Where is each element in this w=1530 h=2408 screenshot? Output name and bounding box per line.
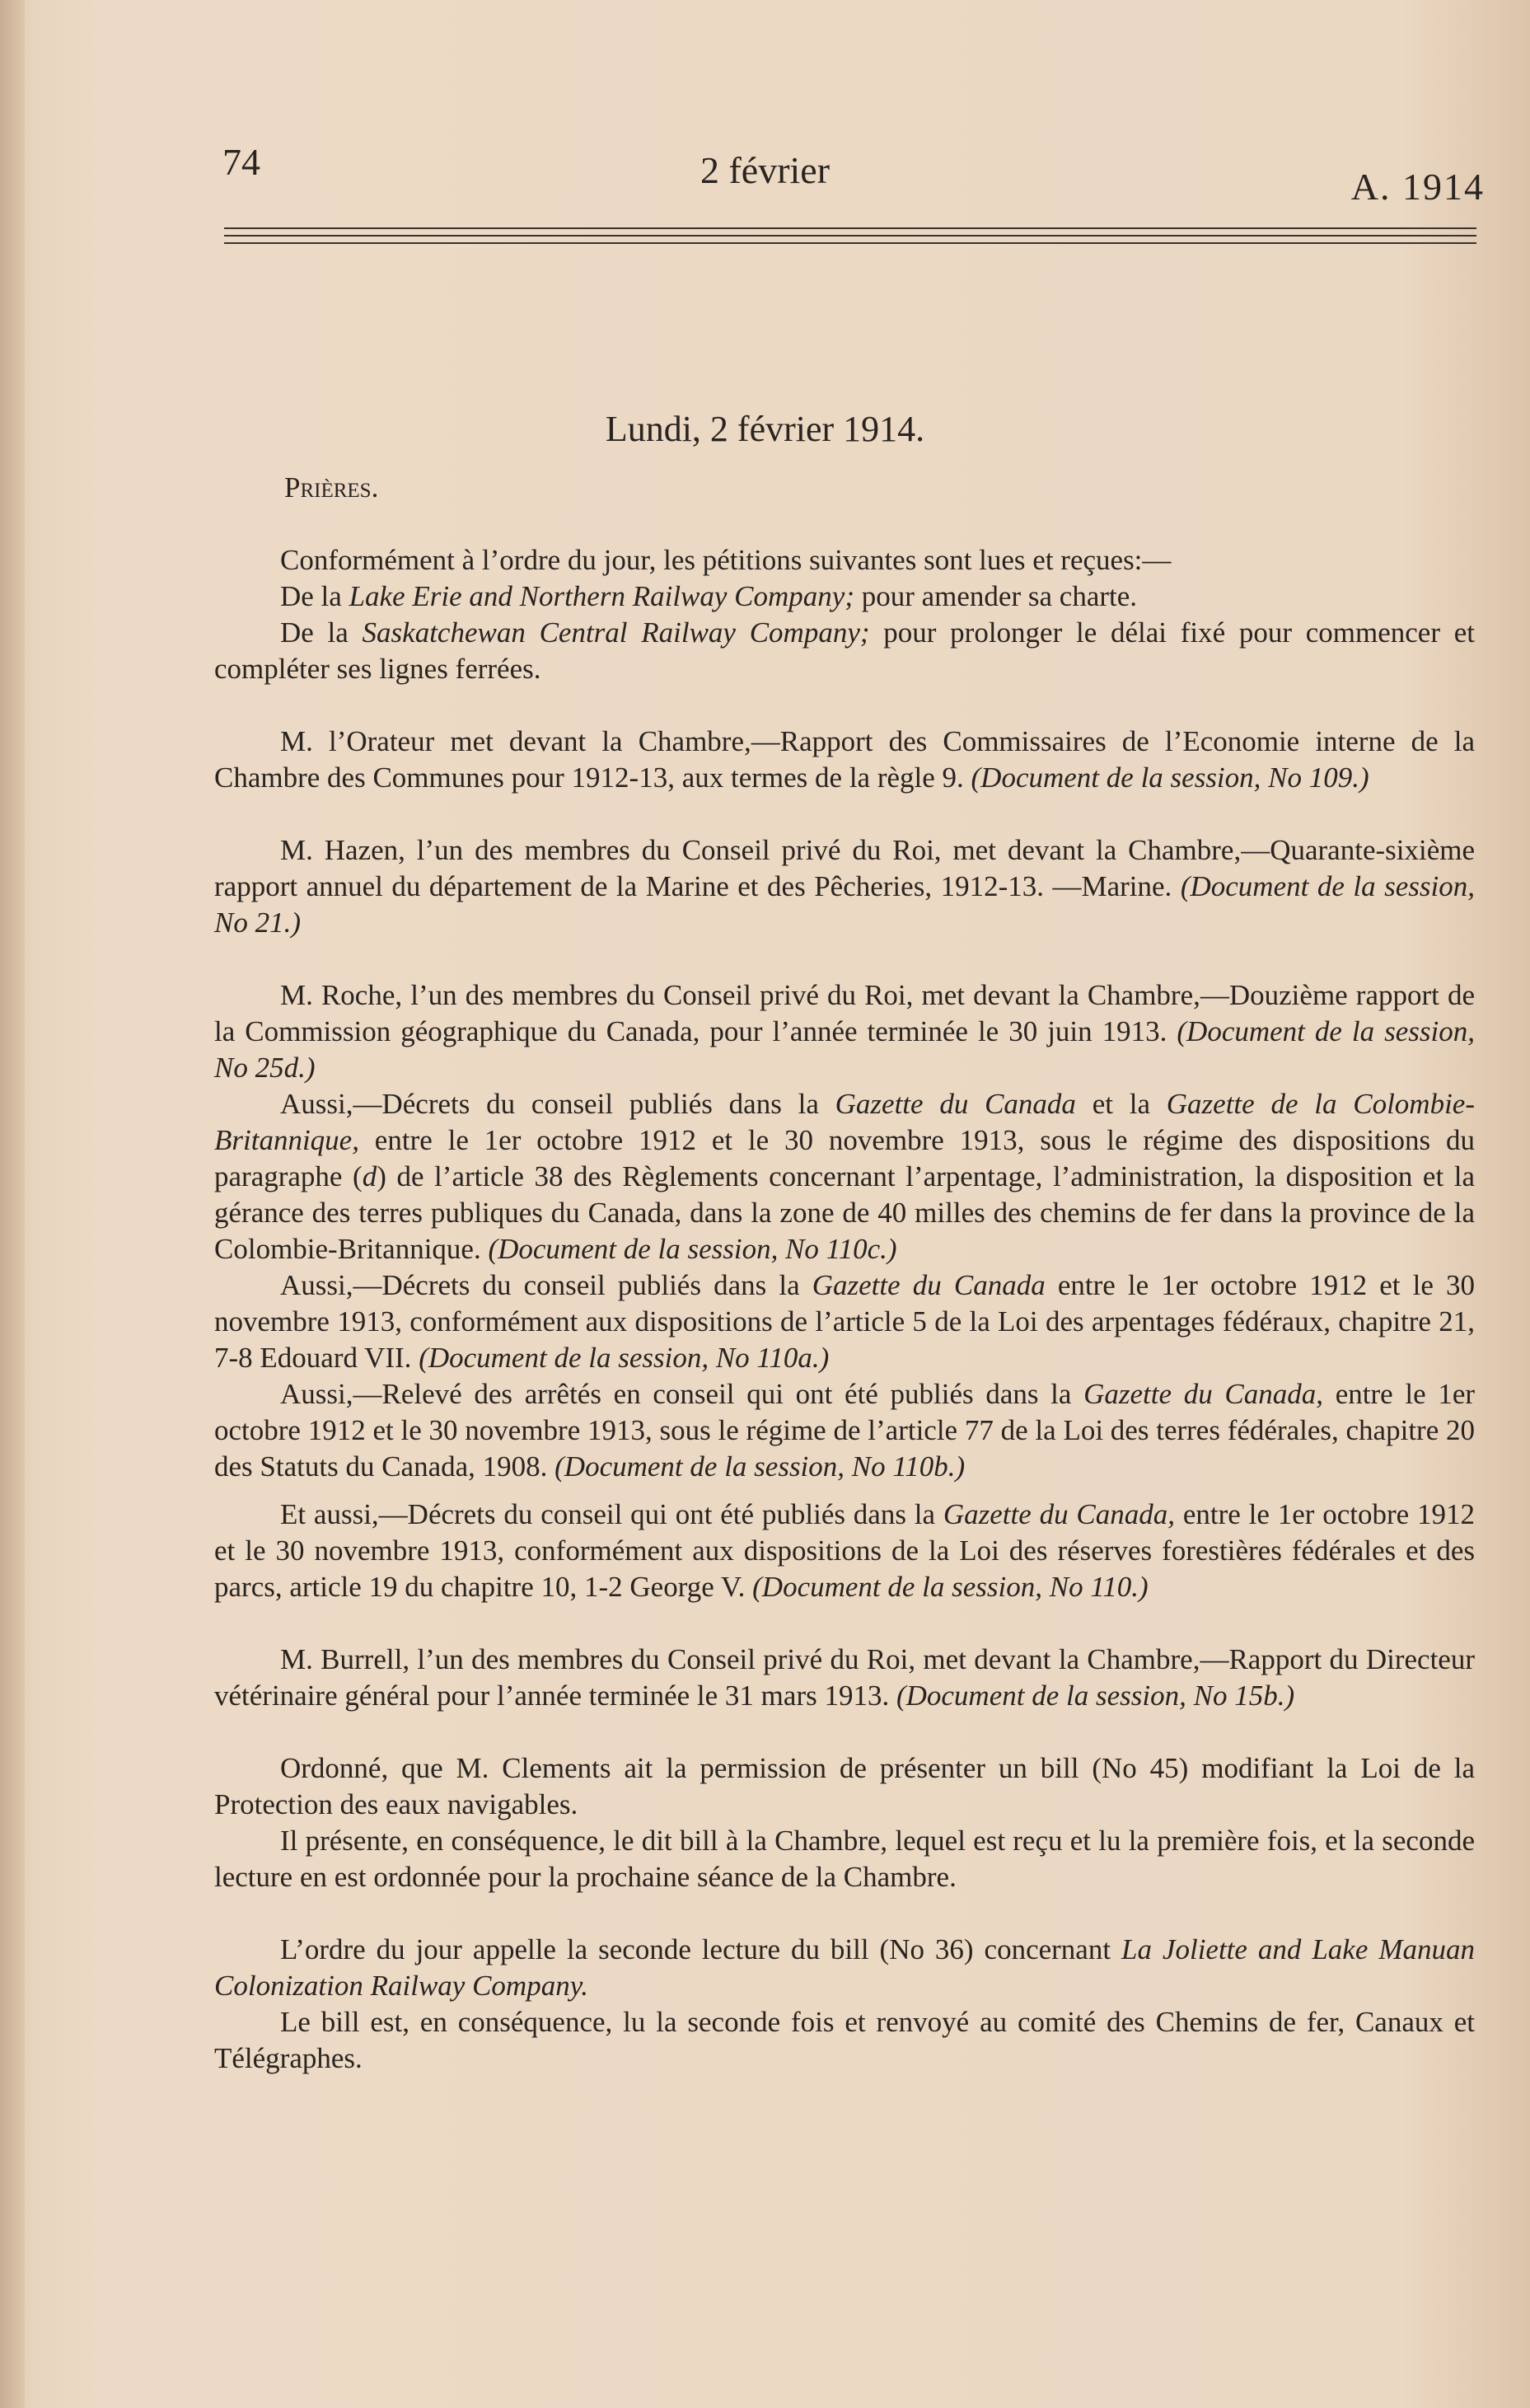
paragraph-et-aussi: Et aussi,—Décrets du conseil qui ont été publiés dans la Gazette du Canada, entre le 1er octobre 1912 et le 30 novembre 1913, conformément aux dispositions de la Loi des réserves forestières fédérales et des parcs, article 19 du chapitre 10, 1-2 George V. (Document de la session, No 110.) bbox=[214, 1498, 1475, 1603]
paragraph-joliette: L’ordre du jour appelle la seconde lecture du bill (No 36) concernant La Joliette and Lake Manuan Colonization Railway Company. bbox=[214, 1933, 1475, 2002]
header-year: A. 1914 bbox=[1350, 166, 1485, 208]
paragraph-joliette-renvoye: Le bill est, en conséquence, lu la seconde fois et renvoyé au comité des Chemins de fer, Canaux et Télégraphes. bbox=[214, 2006, 1475, 2074]
paragraph-hazen: M. Hazen, l’un des membres du Conseil privé du Roi, met devant la Chambre,—Quarante-sixième rapport annuel du département de la Marine et des Pêcheries, 1912-13. —Marine. (Document de la session, No 21.) bbox=[214, 834, 1475, 939]
header-date: 2 février bbox=[699, 149, 831, 191]
petition-item: De la Saskatchewan Central Railway Company; pour prolonger le délai fixé pour commencer et compléter ses lignes ferrées. bbox=[214, 616, 1475, 685]
paragraph-aussi: Aussi,—Décrets du conseil publiés dans la Gazette du Canada et la Gazette de la Colombie-Britannique, entre le 1er octobre 1912 et le 30 novembre 1913, sous le régime des dispositions du paragraphe (d) de l’article 38 des Règlements concernant l’arpentage, l’administration, la disposition et la gérance des terres publiques du Canada, dans la zone de 40 milles des chemins de fer dans la province de la Colombie-Britannique. (Document de la session, No 110c.) bbox=[214, 1088, 1476, 1265]
paragraph-aussi: Aussi,—Décrets du conseil publiés dans la Gazette du Canada entre le 1er octobre 1912 et le 30 novembre 1913, conformément aux dispositions de l’article 5 de la Loi des arpentages fédéraux, chapitre 21, 7-8 Edouard VII. (Document de la session, No 110a.) bbox=[214, 1269, 1475, 1374]
paragraph-clements-presente: Il présente, en conséquence, le dit bill à la Chambre, lequel est reçu et lu la première fois, et la seconde lecture en est ordonnée pour la prochaine séance de la Chambre. bbox=[214, 1825, 1475, 1893]
binding-edge bbox=[0, 0, 25, 2408]
paragraph-clements: Ordonné, que M. Clements ait la permission de présenter un bill (No 45) modifiant la Loi de la Protection des eaux navigables. bbox=[214, 1752, 1475, 1820]
journal-body bbox=[214, 470, 1475, 2077]
header-rule bbox=[224, 242, 1476, 244]
petitions-intro: Conformément à l’ordre du jour, les pétitions suivantes sont lues et reçues:— bbox=[280, 544, 1172, 576]
paragraph-aussi: Aussi,—Relevé des arrêtés en conseil qui ont été publiés dans la Gazette du Canada, entre le 1er octobre 1912 et le 30 novembre 1913, sous le régime de l’article 77 de la Loi des terres fédérales, chapitre 20 des Statuts du Canada, 1908. (Document de la session, No 110b.) bbox=[214, 1378, 1476, 1483]
prieres-heading: Prières. bbox=[284, 471, 379, 504]
paragraph-burrell: M. Burrell, l’un des membres du Conseil privé du Roi, met devant la Chambre,—Rapport du Directeur vétérinaire général pour l’année terminée le 31 mars 1913. (Document de la session, No 15b.) bbox=[214, 1643, 1475, 1712]
header-rule bbox=[224, 235, 1476, 237]
page-title: Lundi, 2 février 1914. bbox=[605, 409, 925, 449]
paragraph-roche: M. Roche, l’un des membres du Conseil privé du Roi, met devant la Chambre,—Douzième rapport de la Commission géographique du Canada, pour l’année terminée le 30 juin 1913. (Document de la session, No 25d.) bbox=[214, 979, 1476, 1084]
header-rule bbox=[224, 227, 1476, 229]
running-header bbox=[0, 124, 1530, 206]
paragraph-orateur: M. l’Orateur met devant la Chambre,—Rapport des Commissaires de l’Economie interne de la Chambre des Communes pour 1912-13, aux termes de la règle 9. (Document de la session, No 109.) bbox=[214, 725, 1475, 794]
petition-item: De la Lake Erie and Northern Railway Company; pour amender sa charte. bbox=[280, 580, 1138, 612]
page-number: 74 bbox=[222, 141, 260, 183]
